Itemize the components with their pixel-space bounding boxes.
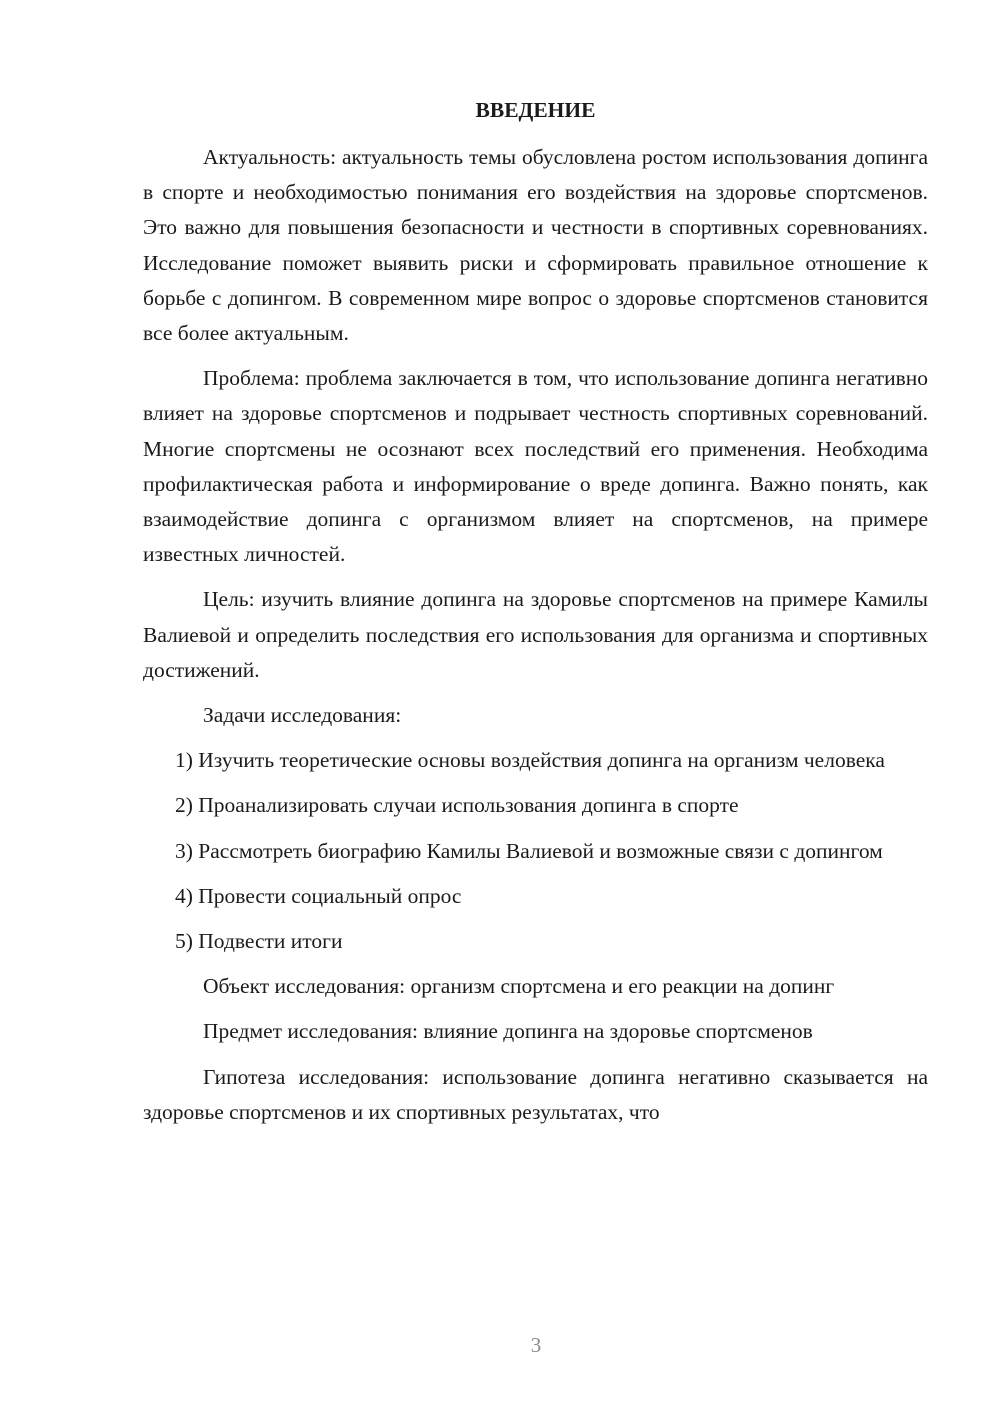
- paragraph-goal: Цель: изучить влияние допинга на здоровье спортсменов на примере Камилы Валиевой и определить последствия его использования для организма и спортивных достижений.: [143, 587, 928, 682]
- task-item-3: 3) Рассмотреть биографию Камилы Валиевой и возможные связи с допингом: [175, 838, 883, 863]
- paragraph-relevance: Актуальность: актуальность темы обусловлена ростом использования допинга в спорте и необходимостью понимания его воздействия на здоровье спортсменов. Это важно для повышения безопасности и честности в спортивных соревнованиях. Исследование поможет выявить риски и сформировать правильное отношение к борьбе с допингом. В современном мире вопрос о здоровье спортсменов становится все более актуальным.: [143, 145, 928, 346]
- paragraph-subject: Предмет исследования: влияние допинга на здоровье спортсменов: [203, 1019, 813, 1044]
- page-content: [143, 90, 928, 1140]
- section-heading: ВВЕДЕНИЕ: [475, 98, 596, 122]
- task-item-4: 4) Провести социальный опрос: [175, 883, 462, 908]
- paragraph-object: Объект исследования: организм спортсмена и его реакции на допинг: [203, 974, 835, 999]
- paragraph-hypothesis: Гипотеза исследования: использование допинга негативно сказывается на здоровье спортсменов и их спортивных результатах, что: [143, 1064, 928, 1124]
- task-item-2: 2) Проанализировать случаи использования допинга в спорте: [175, 793, 739, 818]
- page-number: 3: [530, 1333, 542, 1357]
- task-item-1: 1) Изучить теоретические основы воздействия допинга на организм человека: [175, 748, 885, 773]
- paragraph-problem: Проблема: проблема заключается в том, что использование допинга негативно влияет на здоровье спортсменов и подрывает честность спортивных соревнований. Многие спортсмены не осознают всех последствий его применения. Необходима профилактическая работа и информирование о вреде допинга. Важно понять, как взаимодействие допинга с организмом влияет на спортсменов, на примере известных личностей.: [143, 366, 928, 567]
- paragraph-tasks-title: Задачи исследования:: [203, 703, 402, 728]
- task-item-5: 5) Подвести итоги: [175, 929, 343, 954]
